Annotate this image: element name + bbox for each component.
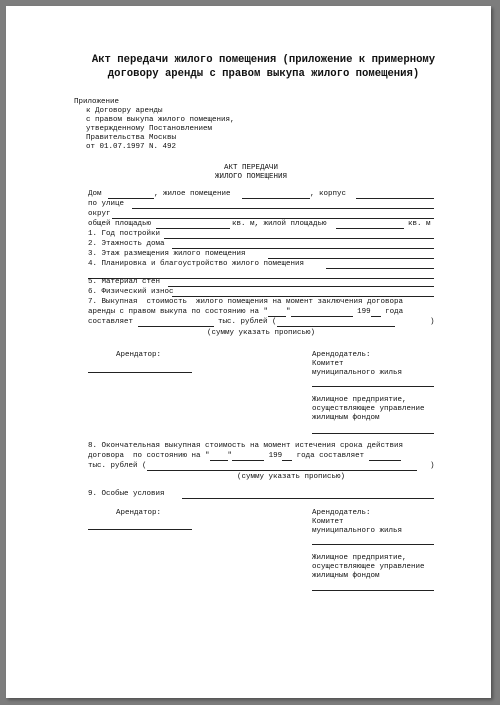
clause7-amount-prefix: составляет <box>88 318 134 326</box>
clause8-amount-words-field[interactable] <box>147 462 417 471</box>
clause7-year-prefix: 199 <box>357 308 371 316</box>
clause8-date-prefix: договора по состоянию на " <box>88 452 210 460</box>
clause7-note: (сумму указать прописью) <box>206 329 316 337</box>
appendix-line: к Договору аренды <box>86 107 163 115</box>
landlord-label-2: Арендодатель: <box>312 509 371 517</box>
committee-signature-line[interactable] <box>312 386 434 387</box>
clause7-month-field[interactable] <box>291 308 353 317</box>
premises-label: , жилое помещение <box>154 190 231 198</box>
clause7-line3 <box>88 318 395 327</box>
clause7-amount-field[interactable] <box>138 318 214 327</box>
walls-field[interactable] <box>168 286 434 287</box>
clause7-year-word: года <box>385 308 404 316</box>
appendix-line: с правом выкупа жилого помещения, <box>86 116 235 124</box>
clause8-amount-field[interactable] <box>369 452 401 461</box>
committee-line2-2: муниципального жилья <box>312 527 403 535</box>
housing-line1: Жилищное предприятие, <box>312 396 407 404</box>
building-label: , корпус <box>310 190 347 198</box>
tenant-signature-line-2[interactable] <box>88 529 192 530</box>
clause8-year-word: года составляет <box>296 452 365 460</box>
committee-line1: Комитет <box>312 360 344 368</box>
house-label: Дом <box>88 190 102 198</box>
street-label: по улице <box>88 200 125 208</box>
housing-signature-line[interactable] <box>312 433 434 434</box>
clause7-close-paren: ) <box>430 318 435 326</box>
committee-signature-line-2[interactable] <box>312 544 434 545</box>
item-floors: 2. Этажность дома <box>88 240 165 248</box>
appendix-line: Приложение <box>74 98 120 106</box>
item-walls: 5. Материал стен <box>88 278 161 286</box>
tenant-label: Арендатор: <box>116 351 162 359</box>
clause7-amount-words-field[interactable] <box>277 318 395 327</box>
appendix-line: Правительства Москвы <box>86 134 177 142</box>
landlord-label: Арендодатель: <box>312 351 371 359</box>
clause8-note: (сумму указать прописью) <box>236 473 346 481</box>
document-page <box>6 6 491 698</box>
clause8-line3 <box>88 462 417 471</box>
living-area-label: кв. м, жилой площадью <box>232 220 327 228</box>
act-heading: АКТ ПЕРЕДАЧИ <box>223 164 278 172</box>
floor-field[interactable] <box>268 258 434 259</box>
item-floor: 3. Этаж размещения жилого помещения <box>88 250 246 258</box>
clause7-day-field[interactable] <box>268 308 286 317</box>
clause7-date-prefix: аренды с правом выкупа по состоянию на " <box>88 308 269 316</box>
clause8-quote: " <box>227 452 233 460</box>
clause8-year-field[interactable] <box>282 452 292 461</box>
housing-signature-line-2[interactable] <box>312 590 434 591</box>
item-wear: 6. Физический износ <box>88 288 174 296</box>
total-area-field[interactable] <box>156 228 230 229</box>
district-field[interactable] <box>112 218 434 219</box>
clause7-year-field[interactable] <box>371 308 381 317</box>
floors-field[interactable] <box>172 248 434 249</box>
sqm-label: кв. м <box>408 220 431 228</box>
clause7-thousand-rub: тыс. рублей ( <box>218 318 277 326</box>
tenant-label-2: Арендатор: <box>116 509 162 517</box>
clause7-line1: 7. Выкупная стоимость жилого помещения на момент заключения договора <box>88 298 404 306</box>
item-layout: 4. Планировка и благоустройство жилого помещения <box>88 260 305 268</box>
street-field[interactable] <box>132 208 434 209</box>
item-year: 1. Год постройки <box>88 230 161 238</box>
total-area-label: общей площадью <box>88 220 152 228</box>
clause8-day-field[interactable] <box>210 452 228 461</box>
clause8-year-prefix: 199 <box>268 452 283 460</box>
wear-field[interactable] <box>172 296 434 297</box>
appendix-line: утвержденному Постановлением <box>86 125 213 133</box>
house-field[interactable] <box>108 198 154 199</box>
housing-line1-2: Жилищное предприятие, <box>312 554 407 562</box>
committee-line1-2: Комитет <box>312 518 344 526</box>
housing-line2: осуществляющее управление <box>312 405 425 413</box>
tenant-signature-line[interactable] <box>88 372 192 373</box>
premises-field[interactable] <box>242 198 310 199</box>
clause9-field[interactable] <box>182 498 434 499</box>
clause8-line2 <box>88 452 401 461</box>
document-title: Акт передачи жилого помещения (приложение к примерному договору аренды с правом выкупа жилого помещения) <box>91 54 436 80</box>
clause7-line2 <box>88 308 403 317</box>
clause8-month-field[interactable] <box>232 452 264 461</box>
year-field[interactable] <box>164 238 434 239</box>
housing-line2-2: осуществляющее управление <box>312 563 425 571</box>
clause8-close-paren: ) <box>430 462 435 470</box>
appendix-line: от 01.07.1997 N. 492 <box>86 143 177 151</box>
committee-line2: муниципального жилья <box>312 369 403 377</box>
clause8-line1: 8. Окончательная выкупная стоимость на момент истечения срока действия <box>88 442 404 450</box>
living-area-field[interactable] <box>336 228 404 229</box>
housing-line3: жилищным фондом <box>312 414 380 422</box>
housing-line3-2: жилищным фондом <box>312 572 380 580</box>
building-field[interactable] <box>356 198 434 199</box>
clause7-quote: " <box>286 308 291 316</box>
district-label: округ <box>88 210 111 218</box>
act-subheading: ЖИЛОГО ПОМЕЩЕНИЯ <box>214 173 287 181</box>
clause9-label: 9. Особые условия <box>88 490 165 498</box>
layout-field[interactable] <box>326 268 434 269</box>
clause8-thousand-rub: тыс. рублей ( <box>88 462 147 470</box>
